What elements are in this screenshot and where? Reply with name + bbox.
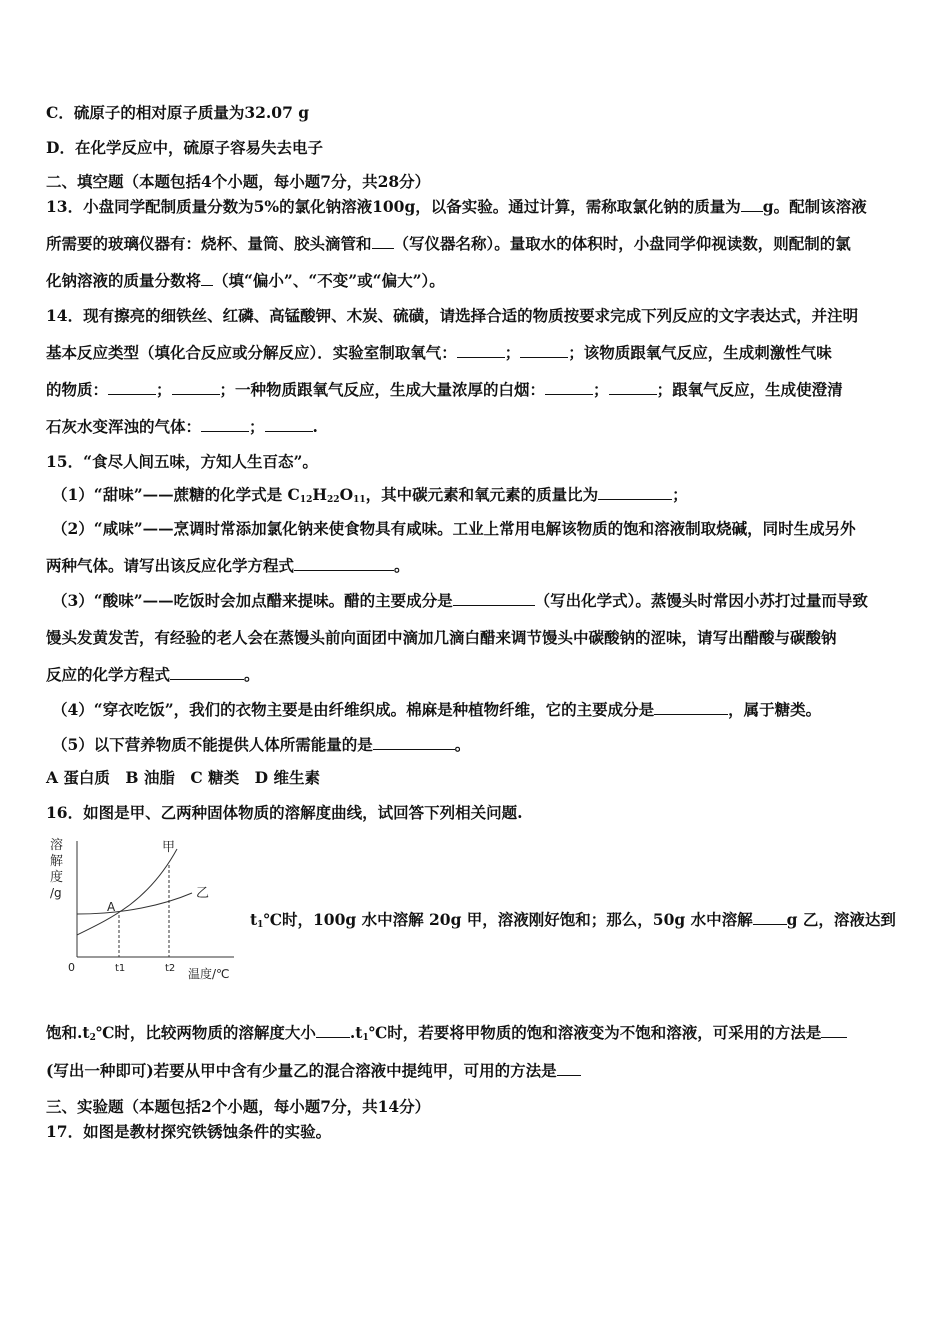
q14-line-1: 14．现有擦亮的细铁丝、红磷、高锰酸钾、木炭、硫磺，请选择合适的物质按要求完成下列反应的文字表达式，并注明	[46, 306, 859, 325]
solubility-curve-figure	[44, 835, 249, 985]
y-axis-label-2: 解	[50, 854, 64, 869]
q15-sub-5: （5）以下营养物质不能提供人体所需能量的是 。	[52, 735, 471, 754]
q15-sub-4: （4）“穿衣吃饭”，我们的衣物主要是由纤维织成。棉麻是种植物纤维，它的主要成分是 ，属于糖类。	[52, 700, 822, 719]
answer-blank[interactable]	[753, 910, 787, 925]
x-axis-label: 温度/℃	[188, 967, 230, 981]
answer-blank[interactable]	[265, 417, 313, 432]
answer-blank[interactable]	[108, 380, 156, 395]
answer-blank[interactable]	[201, 271, 213, 286]
q15-sub-2-line-2: 两种气体。请写出该反应化学方程式 。	[46, 556, 410, 575]
answer-blank[interactable]	[741, 197, 763, 212]
curve-yi-label: 乙	[196, 886, 210, 901]
q13-line-1: 13．小盘同学配制质量分数为5%的氯化钠溶液100g，以备实验。通过计算，需称取氯化钠的质量为 g。配制该溶液	[46, 197, 867, 216]
answer-blank[interactable]	[598, 485, 672, 500]
answer-blank[interactable]	[453, 591, 535, 606]
y-axis-label-4: /g	[50, 886, 62, 900]
q16-line-3: (写出一种即可)若要从甲中含有少量乙的混合溶液中提纯甲，可用的方法是	[46, 1061, 581, 1081]
q15-title: 15．“食尽人间五味，方知人生百态”。	[46, 452, 318, 471]
answer-blank[interactable]	[373, 735, 455, 750]
q15-sub-3-line-1: （3）“酸味”——吃饭时会加点醋来提味。醋的主要成分是 （写出化学式）。蒸馒头时常因小苏打过量而导致	[52, 591, 868, 610]
answer-blank[interactable]	[294, 556, 394, 571]
q15-sub-3-line-3: 反应的化学方程式 。	[46, 665, 260, 684]
answer-blank[interactable]	[172, 380, 220, 395]
option-c: C．硫原子的相对原子质量为32.07 g	[46, 103, 310, 122]
q15-sub-1: （1）“甜味”——蔗糖的化学式是 $C_{12}H_{22}O_{11}$，其中碳元素和氧元素的质量比为 ；	[52, 485, 688, 505]
q14-line-4: 石灰水变浑浊的气体： ； .	[46, 417, 318, 436]
answer-blank[interactable]	[609, 380, 657, 395]
answer-blank[interactable]	[821, 1023, 847, 1038]
answer-blank[interactable]	[557, 1061, 581, 1076]
section-2-heading: 二、填空题（本题包括4个小题，每小题7分，共28分）	[46, 172, 431, 191]
answer-blank[interactable]	[520, 343, 568, 358]
answer-blank[interactable]	[457, 343, 505, 358]
q13-line-3: 化钠溶液的质量分数将 （填“偏小”、“不变”或“偏大”）。	[46, 271, 445, 290]
answer-blank[interactable]	[316, 1023, 350, 1038]
q16-line-2: 饱和$.t_2℃$时，比较两物质的溶解度大小 $.t_1℃$时，若要将甲物质的饱和溶液变为不饱和溶液，可采用的方法是	[46, 1023, 847, 1043]
answer-blank[interactable]	[201, 417, 249, 432]
t1-tick-label: t1	[115, 963, 126, 974]
y-axis-label-3: 度	[50, 870, 64, 885]
answer-blank[interactable]	[170, 665, 244, 680]
curve-yi	[77, 893, 192, 914]
point-a-label: A	[107, 900, 116, 914]
y-axis-label-1: 溶	[50, 838, 64, 853]
answer-blank[interactable]	[372, 234, 394, 249]
t2-tick-label: t2	[165, 963, 176, 974]
option-d: D．在化学反应中，硫原子容易失去电子	[46, 138, 323, 157]
q13-line-2: 所需要的玻璃仪器有：烧杯、量筒、胶头滴管和 （写仪器名称）。量取水的体积时，小盘同学仰视读数，则配制的氯	[46, 234, 851, 253]
answer-blank[interactable]	[654, 700, 728, 715]
q17-title: 17．如图是教材探究铁锈蚀条件的实验。	[46, 1122, 332, 1141]
curve-jia	[77, 849, 177, 935]
section-3-heading: 三、实验题（本题包括2个小题，每小题7分，共14分）	[46, 1097, 431, 1116]
q16-title: 16．如图是甲、乙两种固体物质的溶解度曲线，试回答下列相关问题.	[46, 803, 523, 822]
q15-sub-2-line-1: （2）“咸味”——烹调时常添加氯化钠来使食物具有咸味。工业上常用电解该物质的饱和溶液制取烧碱，同时生成另外	[52, 519, 856, 538]
q15-sub-3-line-2: 馒头发黄发苦，有经验的老人会在蒸馒头前向面团中滴加几滴白醋来调节馒头中碳酸钠的涩味，请写出醋酸与碳酸钠	[46, 628, 837, 647]
origin-label: 0	[68, 961, 75, 974]
answer-blank[interactable]	[545, 380, 593, 395]
q14-line-3: 的物质： ； ；一种物质跟氧气反应，生成大量浓厚的白烟： ； ；跟氧气反应，生成使澄清	[46, 380, 843, 399]
q15-options: A 蛋白质 B 油脂 C 糖类 D 维生素	[46, 768, 320, 787]
q14-line-2: 基本反应类型（填化合反应或分解反应）．实验室制取氧气： ； ；该物质跟氧气反应，生成刺激性气味	[46, 343, 832, 362]
curve-jia-label: 甲	[162, 840, 176, 855]
q16-line-1: $t_1℃$时，100g 水中溶解 20g 甲，溶液刚好饱和；那么，50g 水中溶解 g 乙，溶液达到	[250, 910, 896, 930]
